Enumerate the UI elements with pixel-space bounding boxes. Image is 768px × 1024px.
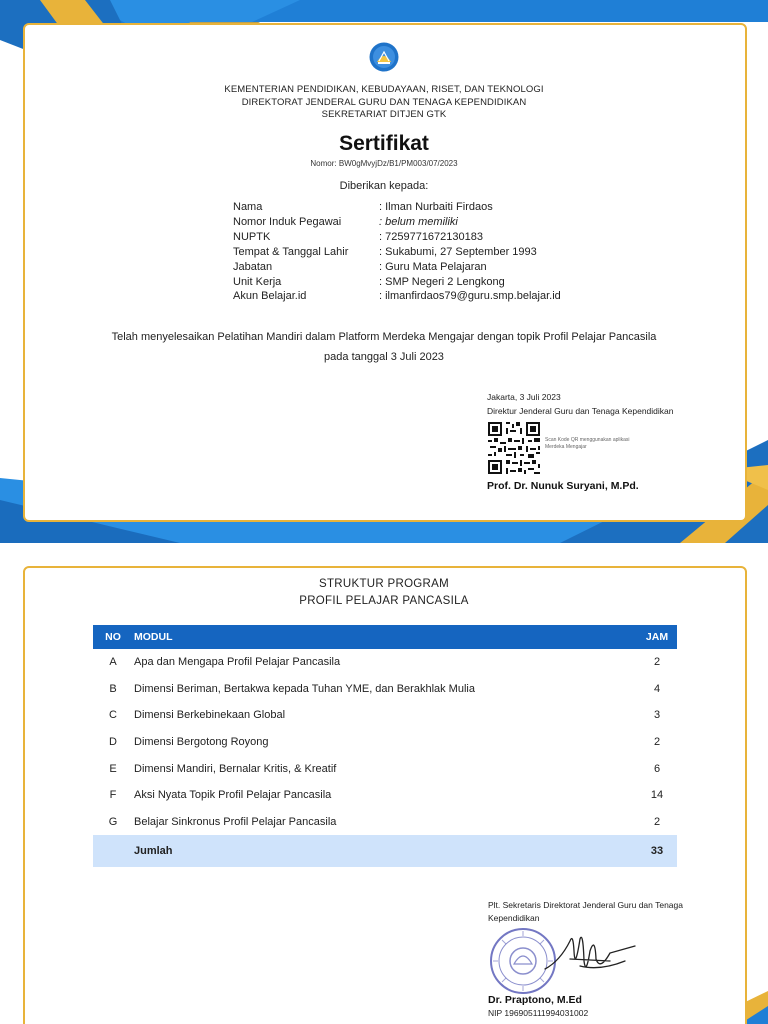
row-no: A: [109, 656, 117, 669]
row-no: G: [108, 815, 118, 828]
secretary-name: Dr. Praptono, M.Ed: [488, 994, 582, 1006]
header-module: MODUL: [134, 631, 173, 643]
row-no: B: [109, 682, 117, 695]
row-hours: 2: [653, 736, 661, 749]
row-hours: 3: [653, 709, 661, 722]
completion-line: Telah menyelesaikan Pelatihan Mandiri dalam Platform Merdeka Mengajar dengan topik Profil Pelajar Pancasila: [111, 331, 657, 343]
field-value: : Guru Mata Pelajaran: [379, 260, 487, 273]
field-row-position: [233, 260, 561, 275]
field-row-nip: [233, 215, 561, 230]
handwritten-signature: [540, 931, 640, 981]
field-value: : 7259771672130183: [379, 230, 483, 243]
field-label: Nama: [233, 201, 263, 213]
total-hours: 33: [650, 845, 664, 858]
given-to-label: Diberikan kepada:: [339, 180, 429, 192]
header-line: DIREKTORAT JENDERAL GURU DAN TENAGA KEPENDIDIKAN: [241, 96, 527, 108]
qr-code-icon[interactable]: [488, 422, 540, 474]
field-row-nuptk: [233, 230, 561, 245]
row-no: E: [109, 762, 117, 775]
field-label: Akun Belajar.id: [233, 290, 307, 303]
row-no: C: [109, 709, 117, 722]
module-table: [93, 625, 677, 867]
field-label: Jabatan: [233, 260, 273, 273]
secretary-nip: NIP 196905111994031002: [488, 1008, 589, 1018]
secretary-role: Plt. Sekretaris Direktorat Jenderal Guru dan Tenaga Kependidikan: [488, 900, 683, 923]
certificate-number: Nomor: BW0gMvyjDz/B1/PM003/07/2023: [310, 159, 458, 168]
signer-role: Direktur Jenderal Guru dan Tenaga Kependidikan: [487, 406, 674, 416]
row-module: Belajar Sinkronus Profil Pelajar Pancasila: [134, 815, 337, 828]
table-row: [93, 755, 677, 782]
signer-place-date: Jakarta, 3 Juli 2023: [487, 392, 561, 402]
structure-title-line: STRUKTUR PROGRAM: [318, 578, 450, 590]
program-structure-page: [0, 566, 768, 1024]
table-total-row: [93, 835, 677, 867]
structure-subtitle-line: PROFIL PELAJAR PANCASILA: [299, 595, 469, 607]
field-row-unit: [233, 275, 561, 290]
field-label: NUPTK: [233, 230, 271, 243]
field-value: : Ilman Nurbaiti Firdaos: [379, 201, 493, 213]
signer-name: Prof. Dr. Nunuk Suryani, M.Pd.: [487, 480, 639, 492]
table-row: [93, 702, 677, 729]
field-label: Unit Kerja: [233, 275, 282, 288]
field-label: Tempat & Tanggal Lahir: [233, 245, 349, 258]
row-module: Dimensi Beriman, Bertakwa kepada Tuhan YME, dan Berakhlak Mulia: [134, 682, 475, 695]
field-value: : belum memiliki: [379, 215, 458, 228]
table-row: [93, 809, 677, 836]
row-hours: 4: [653, 682, 661, 695]
field-value: : ilmanfirdaos79@guru.smp.belajar.id: [379, 290, 561, 303]
row-module: Dimensi Berkebinekaan Global: [134, 709, 286, 722]
ministry-header: [0, 84, 768, 122]
field-value: : Sukabumi, 27 September 1993: [379, 245, 537, 258]
table-row: [93, 649, 677, 676]
completion-statement: [60, 327, 708, 367]
row-hours: 2: [653, 656, 661, 669]
field-row-birth: [233, 245, 561, 260]
table-row: [93, 729, 677, 756]
table-header: [93, 625, 677, 649]
row-module: Dimensi Bergotong Royong: [134, 736, 269, 749]
row-no: D: [109, 736, 117, 749]
qr-scan-note: Scan Kode QR menggunakan aplikasi Merdeka Mengajar: [545, 437, 630, 450]
row-hours: 6: [653, 762, 661, 775]
table-row: [93, 782, 677, 809]
tut-wuri-handayani-logo: [369, 42, 399, 72]
header-no: NO: [105, 631, 121, 643]
header-hours: JAM: [645, 631, 669, 643]
header-line: KEMENTERIAN PENDIDIKAN, KEBUDAYAAN, RISET, DAN TEKNOLOGI: [224, 84, 544, 95]
recipient-fields: [233, 200, 561, 304]
structure-title: [0, 576, 768, 610]
row-hours: 2: [653, 815, 661, 828]
field-label: Nomor Induk Pegawai: [233, 215, 342, 228]
field-row-account: [233, 289, 561, 304]
completion-date-line: pada tanggal 3 Juli 2023: [324, 351, 444, 363]
row-module: Dimensi Mandiri, Bernalar Kritis, & Kreatif: [134, 762, 337, 775]
field-row-name: [233, 200, 561, 215]
row-module: Aksi Nyata Topik Profil Pelajar Pancasila: [134, 789, 332, 802]
row-module: Apa dan Mengapa Profil Pelajar Pancasila: [134, 656, 341, 669]
field-value: : SMP Negeri 2 Lengkong: [379, 275, 505, 288]
row-hours: 14: [650, 789, 664, 802]
header-line: SEKRETARIAT DITJEN GTK: [321, 109, 447, 120]
total-label: Jumlah: [134, 845, 173, 858]
certificate-title: Sertifikat: [339, 132, 429, 155]
row-no: F: [109, 789, 117, 802]
table-row: [93, 676, 677, 703]
page-gap: [0, 543, 768, 566]
